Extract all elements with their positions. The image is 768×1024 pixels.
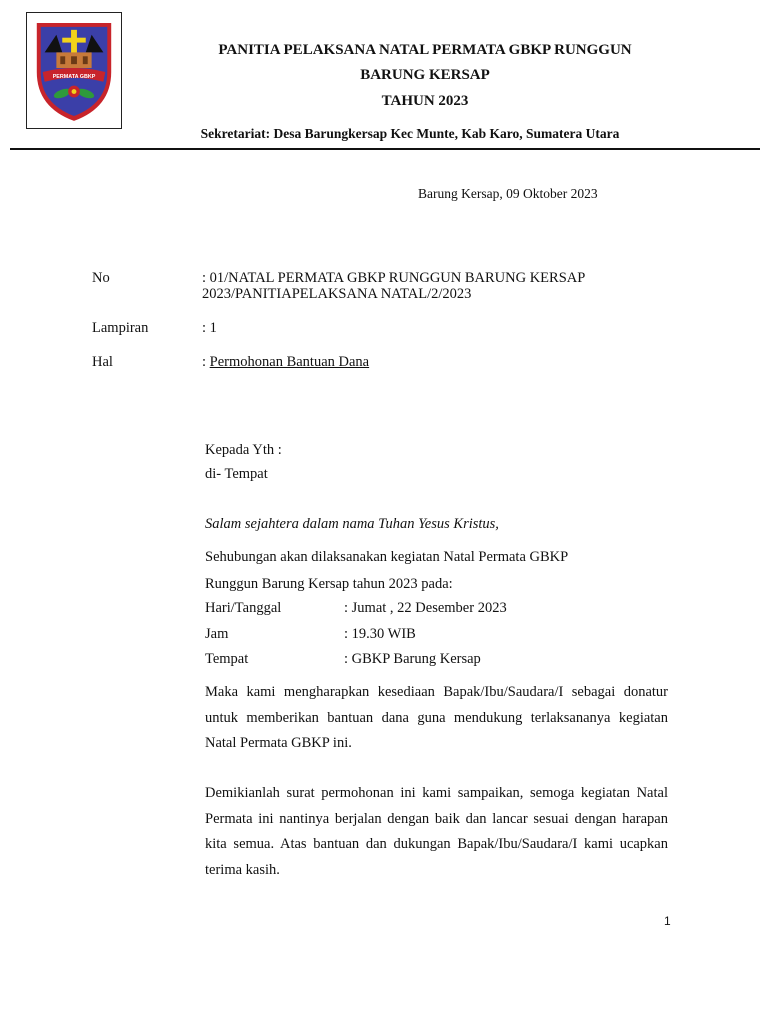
- field-no-label: No: [92, 270, 110, 286]
- cross-horizontal-shape: [62, 38, 86, 43]
- field-lampiran-label: Lampiran: [92, 320, 149, 336]
- field-hal-value: [202, 354, 369, 371]
- secretariat-address: Sekretariat: Desa Barungkersap Kec Munte, Kab Karo, Sumatera Utara: [200, 126, 620, 141]
- banner-text: PERMATA GBKP: [52, 73, 96, 80]
- header-title-line-1: PANITIA PELAKSANA NATAL PERMATA GBKP RUNGGUN: [218, 42, 632, 58]
- field-no-value-line-2: 2023/PANITIAPELAKSANA NATAL/2/2023: [202, 286, 472, 302]
- detail-time-label: Jam: [205, 626, 229, 642]
- place-date: Barung Kersap, 09 Oktober 2023: [418, 186, 598, 201]
- body-paragraph-2: Demikianlah surat permohonan ini kami sampaikan, semoga kegiatan Natal Permata ini nantinya berjalan dengan baik dan lancar sesuai dengan harapan kita semua. Atas bantuan dan dukungan Bapak/Ibu/Saudara/I kami ucapkan terima kasih.: [205, 785, 668, 878]
- header-title-line-2: BARUNG KERSAP: [360, 67, 490, 83]
- field-hal-prefix: :: [202, 354, 210, 370]
- organization-logo: [26, 12, 122, 129]
- recipient-line-2: di- Tempat: [205, 466, 268, 482]
- field-no-value-line-1: : 01/NATAL PERMATA GBKP RUNGGUN BARUNG KERSAP: [202, 270, 586, 286]
- field-lampiran-value: : 1: [202, 320, 217, 336]
- detail-date-value: : Jumat , 22 Desember 2023: [344, 600, 507, 616]
- intro-line-1: Sehubungan akan dilaksanakan kegiatan Natal Permata GBKP: [205, 549, 569, 565]
- page-number: 1: [664, 914, 671, 928]
- field-hal-subject: Permohonan Bantuan Dana: [209, 354, 370, 370]
- header-divider: [10, 148, 760, 150]
- detail-time-value: : 19.30 WIB: [344, 626, 416, 642]
- body-paragraph-1: Maka kami mengharapkan kesediaan Bapak/Ibu/Saudara/I sebagai donatur untuk memberikan bantuan dana guna mendukung terlaksananya kegiatan Natal Permata GBKP ini.: [205, 684, 668, 751]
- recipient-line-1: Kepada Yth :: [205, 442, 282, 458]
- detail-place-label: Tempat: [205, 651, 249, 667]
- detail-date-label: Hari/Tanggal: [205, 600, 282, 616]
- intro-line-2: Runggun Barung Kersap tahun 2023 pada:: [205, 576, 453, 592]
- header-title-line-3: TAHUN 2023: [381, 93, 469, 109]
- permata-gbkp-emblem-icon: [27, 13, 121, 128]
- field-hal-label: Hal: [92, 354, 113, 370]
- greeting: Salam sejahtera dalam nama Tuhan Yesus Kristus,: [205, 516, 499, 532]
- detail-place-value: : GBKP Barung Kersap: [344, 651, 481, 667]
